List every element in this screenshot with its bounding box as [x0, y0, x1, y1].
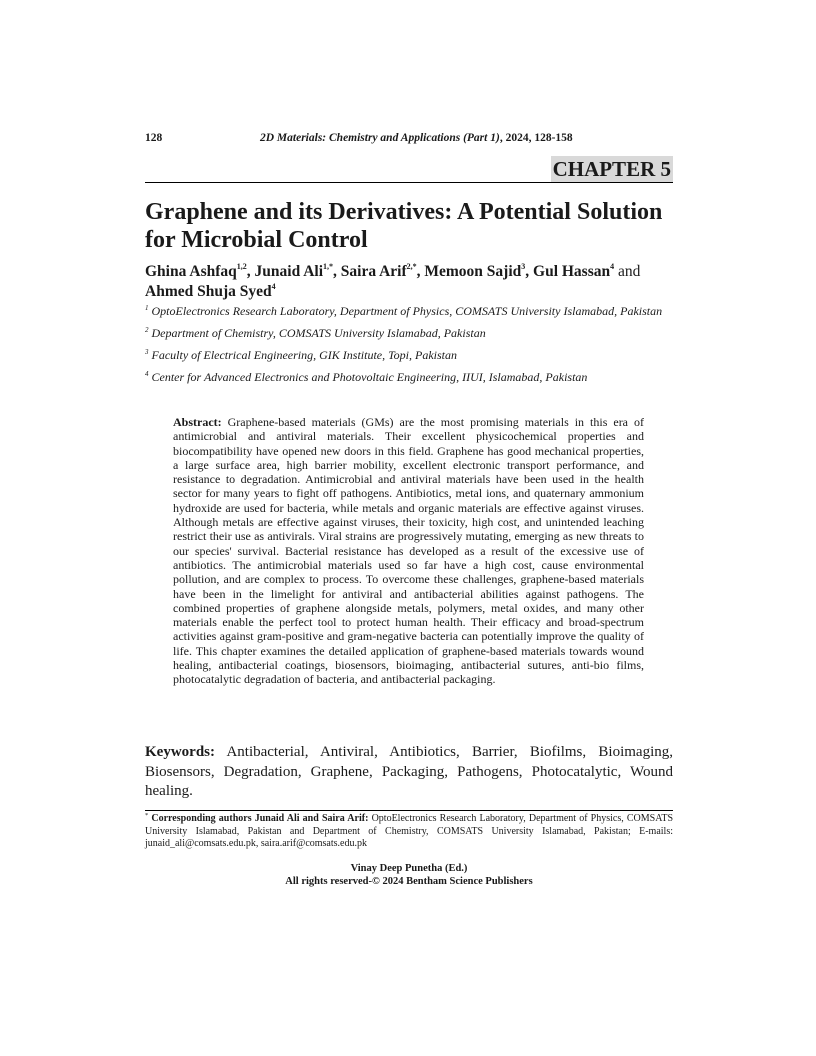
editor-line: Vinay Deep Punetha (Ed.)	[350, 863, 468, 874]
footnote-text: OptoElectronics Research Laboratory, Department of Physics, COMSATS University Islamabad, Pakistan and Department of Chemistry, COMSATS University Islamabad, Pakistan; E-mails: junaid_ali@comsats.edu.pk, saira.arif@comsats.edu.pk	[145, 813, 674, 849]
author-affiliation-mark: 2,*	[406, 262, 417, 271]
footnote-rule	[145, 810, 673, 811]
abstract-text: Graphene-based materials (GMs) are the most promising materials in this era of antimicrobial and antiviral materials. Their excellent physicochemical properties and biocompatibility have opened new doors in this field. Graphene has good mechanical properties, a large surface area, high barrier mobility, excellent electronic transport performance, and resistance to degradation. Antimicrobial and antiviral materials have been used in the health sector for many years to fight off pathogens. Antibiotics, metal ions, and quaternary ammonium hydroxide are used for bacteria, while metals and organic materials are effective against viruses. Although metals are effective against viruses, their toxicity, high cost, and unintended leaching restrict their use as antivirals. Viral strains are progressively mutating, emerging as new threats to our species' survival. Bacterial resistance has developed as a result of the excessive use of antibiotics. The antimicrobial materials used so far have a high cost, cause environmental pollution, and are complex to process. To overcome these challenges, graphene-based materials have been in the limelight for antiviral and antibacterial abilities against pathogens. The combined properties of graphene alongside metals, polymers, metal oxides, and many other materials enable the perfect tool to protect human health. Their efficacy and broad-spectrum activities against gram-positive and gram-negative bacteria can potentially improve the quality of life. This chapter examines the detailed application of graphene-based materials towards wound healing, antibacterial coatings, biosensors, bioimaging, antibacterial sutures, anti-bio films, photocatalytic degradation of bacteria, and antibacterial packaging.	[173, 415, 644, 687]
abstract-label: Abstract:	[173, 415, 222, 429]
affiliation	[145, 304, 673, 318]
affiliation-text: OptoElectronics Research Laboratory, Department of Physics, COMSATS University Islamabad, Pakistan	[151, 304, 663, 318]
affiliation	[145, 326, 673, 340]
author-affiliation-mark: 1,*	[323, 262, 334, 271]
chapter-label: CHAPTER 5	[552, 157, 671, 181]
corresponding-author-footnote	[145, 813, 673, 851]
author-separator: ,	[525, 263, 534, 280]
affiliation-text: Faculty of Electrical Engineering, GIK Institute, Topi, Pakistan	[151, 348, 458, 362]
author-name: Junaid Ali	[254, 263, 324, 280]
keywords-text: Antibacterial, Antiviral, Antibiotics, Barrier, Biofilms, Bioimaging, Biosensors, Degradation, Graphene, Packaging, Pathogens, Photocatalytic, Wound healing.	[145, 744, 673, 799]
affiliation	[145, 348, 673, 362]
author-affiliation-mark: 4	[271, 282, 276, 291]
affiliation-number: 4	[145, 370, 149, 378]
affiliation	[145, 370, 673, 384]
running-head	[145, 132, 673, 148]
journal-citation	[260, 132, 573, 144]
affiliation-text: Center for Advanced Electronics and Photovoltaic Engineering, IIUI, Islamabad, Pakistan	[151, 370, 588, 384]
author-affiliation-mark: 1,2	[236, 262, 247, 271]
affiliation-number: 3	[145, 348, 149, 356]
affiliation-number: 2	[145, 326, 149, 334]
chapter-title: Graphene and its Derivatives: A Potential Solution for Microbial Control	[145, 199, 663, 253]
author-affiliation-mark: 4	[610, 262, 615, 271]
publisher-block	[145, 862, 673, 888]
author-name: Saira Arif	[340, 263, 407, 280]
keywords	[145, 743, 673, 802]
copyright-line: All rights reserved-© 2024 Bentham Science Publishers	[285, 876, 533, 887]
author-separator: ,	[333, 263, 341, 280]
affiliations	[145, 304, 673, 392]
header-rule	[145, 182, 673, 183]
journal-year-pages: , 2024, 128-158	[499, 132, 573, 144]
author-separator: ,	[416, 263, 425, 280]
keywords-label: Keywords:	[145, 744, 215, 760]
page-number: 128	[145, 132, 163, 144]
author-name: Ghina Ashfaq	[145, 263, 237, 280]
affiliation-number: 1	[145, 304, 149, 312]
abstract	[173, 415, 644, 687]
author-list	[145, 262, 673, 302]
author-name: Ahmed Shuja Syed	[145, 283, 272, 300]
author-name: Gul Hassan	[533, 263, 611, 280]
journal-title: 2D Materials: Chemistry and Applications (Part 1)	[260, 132, 500, 144]
author-affiliation-mark: 3	[521, 262, 526, 271]
author-name: Memoon Sajid	[424, 263, 522, 280]
affiliation-text: Department of Chemistry, COMSATS University Islamabad, Pakistan	[151, 326, 486, 340]
author-conjunction: and	[618, 263, 641, 280]
footnote-label: Corresponding authors Junaid Ali and Saira Arif:	[151, 813, 369, 824]
footnote-mark: *	[145, 812, 149, 819]
author-separator: ,	[246, 263, 255, 280]
